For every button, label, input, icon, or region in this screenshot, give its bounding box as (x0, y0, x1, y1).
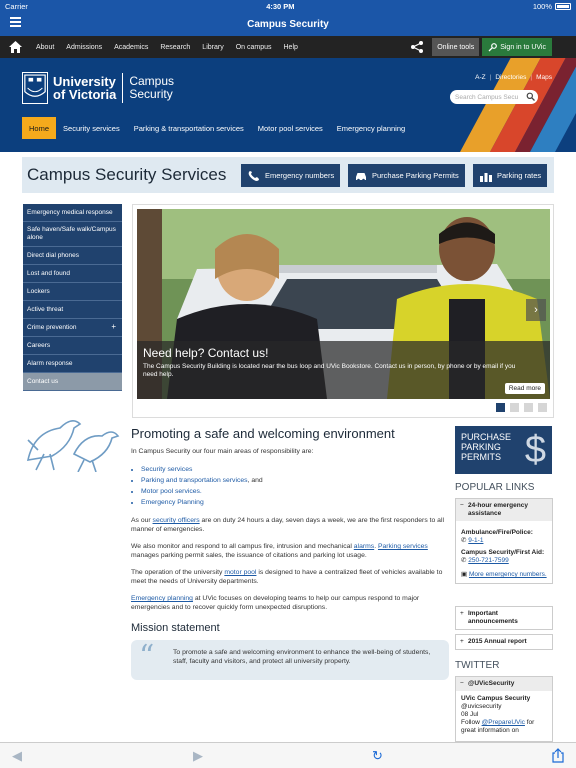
reload-icon[interactable]: ↻ (372, 748, 383, 763)
nav-emergency-planning[interactable]: Emergency planning (336, 123, 406, 133)
search-input[interactable] (450, 90, 538, 104)
side-nav-item[interactable] (23, 247, 122, 265)
text: . (374, 543, 378, 550)
list-item (141, 464, 449, 475)
util-link-admissions[interactable]: Admissions (66, 43, 103, 51)
online-tools-button[interactable]: Online tools (432, 38, 479, 56)
side-nav-label: Active threat (27, 305, 64, 313)
side-nav-label: Careers (27, 341, 51, 349)
paragraph-motor-pool (131, 568, 449, 586)
banner-line2: PARKING (461, 442, 501, 452)
text: for great information on (461, 719, 535, 734)
nav-security-services[interactable]: Security services (63, 123, 120, 133)
text: The operation of the university (131, 569, 225, 576)
ambulance-label: Ambulance/Fire/Police: (461, 529, 533, 536)
forward-icon[interactable]: ▶ (193, 748, 203, 763)
content-intro: In Campus Security our four main areas of responsibility are: (131, 448, 314, 455)
car-icon (354, 170, 368, 182)
decorative-stripes (436, 58, 576, 152)
side-nav-label: Safe haven/Safe walk/Campus alone (27, 226, 116, 241)
home-icon[interactable] (0, 36, 30, 58)
slide-heading: Need help? Contact us! (143, 346, 269, 360)
security-label: Campus Security/First Aid: (461, 549, 545, 556)
sign-in-label: Sign in to UVic (500, 43, 546, 51)
phone-icon (247, 170, 261, 182)
app-title: Campus Security (247, 18, 329, 30)
twitter-feed (455, 676, 553, 742)
browser-toolbar (0, 742, 576, 768)
header-link-maps[interactable]: Maps (536, 74, 552, 81)
university-logo[interactable] (22, 72, 174, 104)
list-item (141, 475, 449, 486)
text: is designed to have a centralized fleet of vehicles available to meet the needs of University departments. (131, 569, 443, 585)
side-nav-label: Lockers (27, 287, 50, 295)
util-link-academics[interactable]: Academics (114, 43, 149, 51)
nav-home[interactable]: Home (22, 117, 56, 139)
share-icon[interactable] (408, 40, 426, 54)
mission-quote (131, 640, 449, 680)
mission-heading: Mission statement (131, 622, 220, 634)
link-motor-pool[interactable]: Motor pool services. (141, 488, 202, 495)
slide-text: The Campus Security Building is located near the bus loop and UVic Bookstore. Contact us in person, by phone or by email if you need help. (143, 363, 516, 378)
slide-indicators (496, 403, 547, 412)
util-link-about[interactable]: About (36, 43, 55, 51)
accordion-body (456, 521, 552, 583)
text: As our (131, 517, 153, 524)
phone-icon: ✆ (461, 557, 469, 564)
hero-photo (137, 209, 550, 399)
site-name-line2: Security (129, 87, 173, 101)
clock: 4:30 PM (266, 1, 295, 11)
dollar-icon: $ (524, 429, 546, 471)
emergency-numbers-label: Emergency numbers (265, 171, 335, 180)
phone-icon: ✆ (461, 537, 469, 544)
search-placeholder: Search Campus Secu (455, 93, 519, 101)
battery-indicator (533, 2, 571, 11)
next-slide-arrow[interactable]: › (526, 299, 546, 321)
main-nav (22, 117, 412, 139)
side-nav-item[interactable] (23, 283, 122, 301)
side-nav-label: Crime prevention (27, 323, 77, 331)
slide-dot[interactable] (538, 403, 547, 412)
tweet-date: 08 Jul (461, 711, 479, 718)
accordion-header[interactable] (456, 499, 552, 521)
accordion-header[interactable] (456, 677, 552, 691)
link-more-emergency[interactable]: More emergency numbers. (468, 571, 547, 578)
list-item (141, 497, 449, 508)
side-nav-item[interactable] (23, 301, 122, 319)
link-security-phone[interactable]: 250-721-7599 (468, 557, 509, 564)
accordion-title: @UVicSecurity (468, 680, 515, 687)
nav-parking-transportation[interactable]: Parking & transportation services (133, 123, 244, 133)
link-motor-pool-inline[interactable]: motor pool (224, 569, 257, 576)
header-link-a-z[interactable]: A-Z (475, 74, 486, 81)
birds-illustration (24, 410, 120, 472)
emergency-accordion (455, 498, 553, 584)
list-suffix: , and (247, 477, 263, 484)
expand-icon: + (460, 638, 464, 645)
util-link-help[interactable]: Help (283, 43, 298, 51)
slide-caption (137, 341, 550, 399)
banner-line1: PURCHASE (461, 432, 512, 442)
announcements-accordion (455, 606, 553, 630)
util-link-on-campus[interactable]: On campus (235, 43, 272, 51)
back-icon[interactable]: ◀ (12, 748, 22, 763)
side-nav-label: Emergency medical response (27, 208, 113, 216)
tweet-author[interactable]: UVic Campus Security (461, 695, 531, 702)
university-name-line2: of Victoria (53, 87, 117, 102)
nav-motor-pool[interactable]: Motor pool services (257, 123, 323, 133)
slide-dot-active[interactable] (496, 403, 505, 412)
text: manages parking permit sales, the issuance of citations and parking lot usage. (131, 552, 367, 559)
paragraph-emergency (131, 594, 449, 612)
link-alarms[interactable]: alarms (353, 543, 375, 550)
link-security-officers[interactable]: security officers (152, 517, 200, 524)
mission-text: To promote a safe and welcoming environment to enhance the well-being of students, staff, faculty and visitors, and protect all university property. (173, 649, 431, 665)
parking-rates-label: Parking rates (497, 171, 542, 180)
side-nav-item-current[interactable] (23, 373, 122, 391)
popular-links-heading: POPULAR LINKS (455, 482, 535, 493)
side-nav-label: Contact us (27, 377, 59, 385)
link-security-services[interactable]: Security services (141, 466, 193, 473)
side-nav-item[interactable] (23, 222, 122, 247)
battery-percent: 100% (532, 1, 552, 11)
accordion-title: 2015 Annual report (468, 638, 527, 645)
purchase-parking-banner[interactable] (455, 426, 552, 474)
crest-icon (22, 72, 48, 104)
read-more-button[interactable]: Read more (505, 383, 545, 394)
sign-in-button[interactable] (482, 38, 552, 56)
text: are on duty 24 hours a day, seven days a week, we are the first responders to all manner of emergencies. (131, 517, 444, 533)
search-icon[interactable] (526, 92, 535, 101)
side-nav-item[interactable] (23, 337, 122, 355)
paragraph-officers (131, 516, 449, 534)
expand-icon[interactable]: + (111, 322, 116, 331)
header-link-separator: | (530, 74, 533, 81)
slide-dot[interactable] (510, 403, 519, 412)
collapse-icon: − (460, 502, 464, 509)
collapse-icon: − (460, 680, 464, 687)
link-911[interactable]: 9-1-1 (468, 537, 484, 544)
quote-icon: “ (139, 639, 155, 674)
side-nav (23, 204, 122, 391)
side-nav-label: Lost and found (27, 269, 71, 277)
slide-dot[interactable] (524, 403, 533, 412)
side-nav-label: Direct dial phones (27, 251, 80, 259)
text: at UVic focuses on developing teams to help our campus respond to major emergencies and to recover quickly form unexpected disruptions. (131, 595, 420, 611)
side-nav-item[interactable] (23, 355, 122, 373)
external-icon: ▣ (461, 571, 469, 578)
side-nav-item[interactable] (23, 319, 122, 337)
app-header (0, 0, 576, 36)
page-title-band (22, 157, 554, 193)
annual-report-accordion (455, 634, 553, 650)
accordion-header[interactable] (456, 635, 552, 649)
purchase-permits-label: Purchase Parking Permits (372, 171, 459, 180)
hero-slider (132, 204, 554, 418)
header-link-directories[interactable]: Directories (495, 74, 527, 81)
university-name-line1: University (53, 74, 116, 89)
list-item (141, 486, 449, 497)
link-emergency-planning-inline[interactable]: Emergency planning (131, 595, 193, 602)
text: Follow (461, 719, 482, 726)
site-name-line1: Campus (129, 74, 175, 88)
battery-icon (555, 3, 571, 10)
header-link-separator: | (489, 74, 492, 81)
paragraph-alarms (131, 542, 449, 560)
header-links (475, 74, 552, 81)
tweet-handle: @uvicsecurity (461, 703, 502, 710)
carrier-label: Carrier (5, 1, 28, 11)
menu-icon[interactable] (10, 17, 21, 27)
key-icon (488, 43, 497, 52)
accordion-header[interactable] (456, 607, 552, 629)
logo-divider (122, 73, 123, 103)
utility-bar (0, 36, 576, 58)
purchase-permits-button[interactable] (348, 164, 465, 187)
tweet (456, 691, 552, 739)
responsibility-list (141, 464, 449, 508)
link-parking-transportation[interactable]: Parking and transportation services (141, 477, 248, 484)
util-link-research[interactable]: Research (160, 43, 191, 51)
side-nav-item[interactable] (23, 204, 122, 222)
app-nav (0, 12, 576, 36)
side-nav-item[interactable] (23, 265, 122, 283)
accordion-title: Important announcements (468, 610, 518, 625)
side-nav-label: Alarm response (27, 359, 73, 367)
link-emergency-planning[interactable]: Emergency Planning (141, 499, 204, 506)
twitter-heading: TWITTER (455, 660, 500, 671)
parking-rates-button[interactable] (473, 164, 547, 187)
accordion-title: 24-hour emergency assistance (468, 502, 528, 517)
expand-icon: + (460, 610, 464, 617)
page-title: Campus Security Services (27, 165, 227, 184)
link-prepareuvic[interactable]: @PrepareUVic (481, 719, 525, 726)
bar-chart-icon (479, 170, 493, 182)
banner-line3: PERMITS (461, 452, 502, 462)
main-content (131, 426, 449, 680)
content-heading: Promoting a safe and welcoming environment (131, 426, 395, 441)
text: We also monitor and respond to all campus fire, intrusion and mechanical (131, 543, 354, 550)
link-parking-services[interactable]: Parking services (377, 543, 428, 550)
status-bar (0, 0, 576, 12)
share-icon[interactable] (552, 748, 564, 763)
emergency-numbers-button[interactable] (241, 164, 340, 187)
site-header (0, 58, 576, 152)
util-link-library[interactable]: Library (202, 43, 224, 51)
